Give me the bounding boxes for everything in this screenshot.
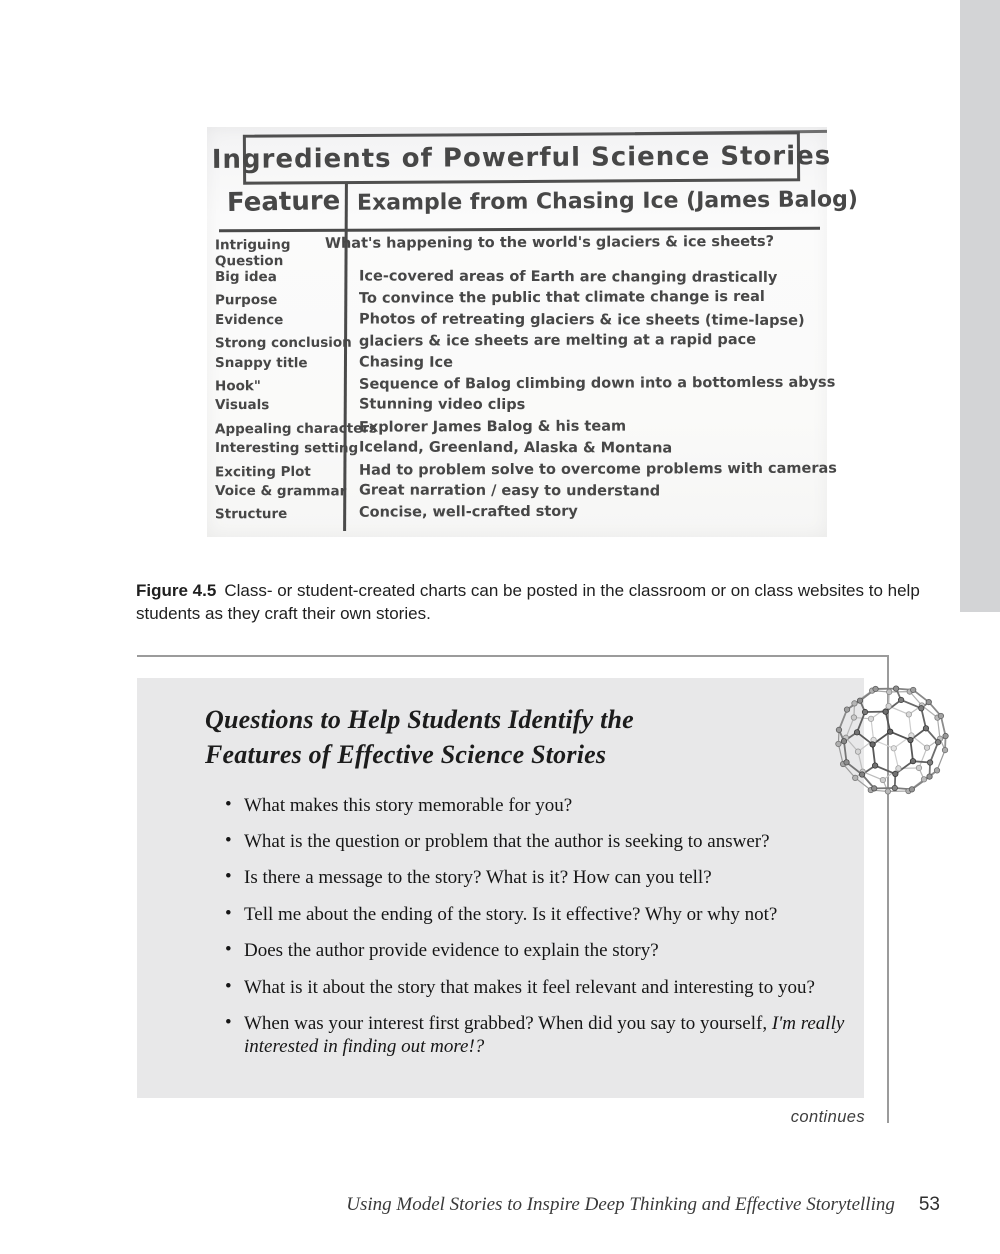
chart-example-cell: What's happening to the world's glaciers & ice sheets?	[324, 233, 775, 252]
page-number: 53	[918, 1194, 940, 1215]
chart-example-cell: Stunning video clips	[358, 396, 526, 414]
chart-example-cell: Photos of retreating glaciers & ice sheets (time-lapse)	[358, 311, 805, 329]
question-text: Does the author provide evidence to explain the story?	[244, 940, 659, 962]
chart-example-cell: Concise, well-crafted story	[358, 504, 578, 521]
figure-caption-text: Class- or student-created charts can be posted in the classroom or on class websites to help students as they craft their own stories.	[136, 581, 920, 624]
figure-photo	[207, 127, 858, 537]
chart-row	[215, 481, 821, 505]
chart-feature-cell: Interesting setting	[214, 440, 359, 457]
bullet-icon: •	[225, 975, 232, 997]
chart-example-cell: Chasing Ice	[358, 354, 453, 371]
running-title: Using Model Stories to Inspire Deep Thinking and Effective Storytelling	[346, 1194, 895, 1215]
question-text: What makes this story memorable for you?	[244, 794, 573, 816]
chart-example-cell: Ice-covered areas of Earth are changing drastically	[358, 268, 778, 286]
chart-example-cell: Great narration / easy to understand	[358, 482, 661, 500]
question-bullet-item	[225, 1012, 845, 1059]
chart-feature-cell: Exciting Plot	[214, 463, 311, 480]
chart-feature-cell: Appealing characters	[214, 420, 378, 438]
chart-example-cell: Sequence of Balog climbing down into a bottomless abyss	[358, 374, 836, 393]
question-text: When was your interest first grabbed? When did you say to yourself,	[244, 1012, 772, 1034]
chart-feature-cell: Structure	[214, 506, 288, 523]
bullet-icon: •	[225, 902, 232, 924]
chart-row	[215, 353, 821, 377]
bullet-icon: •	[225, 1011, 232, 1033]
chart-row	[215, 310, 821, 334]
chart-row	[215, 267, 821, 291]
question-bullet-item	[225, 830, 845, 853]
chart-feature-cell: Evidence	[214, 311, 284, 328]
chart-example-cell: To convince the public that climate change is real	[358, 289, 765, 308]
figure-caption-label: Figure 4.5	[136, 581, 217, 600]
chart-title: Ingredients of Powerful Science Stories	[211, 141, 832, 175]
question-box-heading: Questions to Help Students Identify the Features of Effective Science Stories	[205, 705, 634, 770]
chart-rows	[214, 233, 837, 525]
continues-label: continues	[790, 1108, 865, 1126]
question-text: Tell me about the ending of the story. Is it effective? Why or why not?	[244, 903, 778, 925]
chart-example-cell: Explorer James Balog & his team	[358, 418, 627, 436]
bullet-icon: •	[225, 830, 232, 852]
chart-column-header-example: Example from Chasing Ice (James Balog)	[356, 187, 858, 216]
question-text-italic: I'm really interested in finding out more!?	[244, 1012, 845, 1058]
bullet-icon: •	[225, 793, 232, 815]
chart-row	[215, 438, 821, 462]
question-text: Is there a message to the story? What is it? How can you tell?	[244, 867, 712, 889]
question-bullet-item	[225, 976, 845, 999]
chart-row	[215, 395, 821, 419]
question-box	[137, 678, 864, 1098]
chart-feature-cell: Visuals	[214, 397, 270, 414]
chart-example-cell: Iceland, Greenland, Alaska & Montana	[358, 439, 673, 457]
question-bullet-item	[225, 939, 845, 962]
figure-caption	[136, 579, 928, 625]
question-bullet-item	[225, 866, 845, 889]
chart-header-underline	[219, 227, 820, 233]
question-text: What is the question or problem that the author is seeking to answer?	[244, 831, 770, 853]
question-list	[225, 794, 845, 1059]
chart-feature-cell: Voice & grammar	[214, 482, 347, 500]
page-margin-band	[960, 0, 1000, 612]
bullet-icon: •	[225, 866, 232, 888]
chart-feature-cell: Big idea	[214, 268, 277, 286]
question-bullet-item	[225, 903, 845, 926]
chart-feature-cell: Hook"	[214, 378, 261, 395]
chart-column-header-feature: Feature	[226, 186, 341, 218]
chart-row	[215, 331, 821, 355]
chart-row	[214, 374, 836, 398]
question-text: What is it about the story that makes it feel relevant and interesting to you?	[244, 976, 815, 998]
buckyball-molecule-icon	[834, 682, 950, 798]
chart-example-cell: Had to problem solve to overcome problems with cameras	[358, 460, 837, 479]
question-bullet-item	[225, 794, 845, 817]
page-footer	[346, 1194, 940, 1216]
chart-feature-cell: Strong conclusion	[214, 334, 352, 352]
chart-row	[215, 233, 821, 270]
chart-title-box	[211, 131, 832, 184]
chart-feature-cell: Intriguing Question	[214, 236, 291, 270]
chart-row	[215, 416, 821, 440]
chart-example-cell: glaciers & ice sheets are melting at a rapid pace	[358, 332, 757, 350]
bullet-icon: •	[225, 939, 232, 961]
chart-row	[215, 288, 821, 312]
chart-feature-cell: Snappy title	[214, 354, 308, 371]
chart-row	[215, 502, 821, 526]
chart-row	[214, 459, 837, 483]
sidebar-top-rule	[137, 655, 889, 657]
chart-feature-cell: Purpose	[214, 292, 278, 309]
